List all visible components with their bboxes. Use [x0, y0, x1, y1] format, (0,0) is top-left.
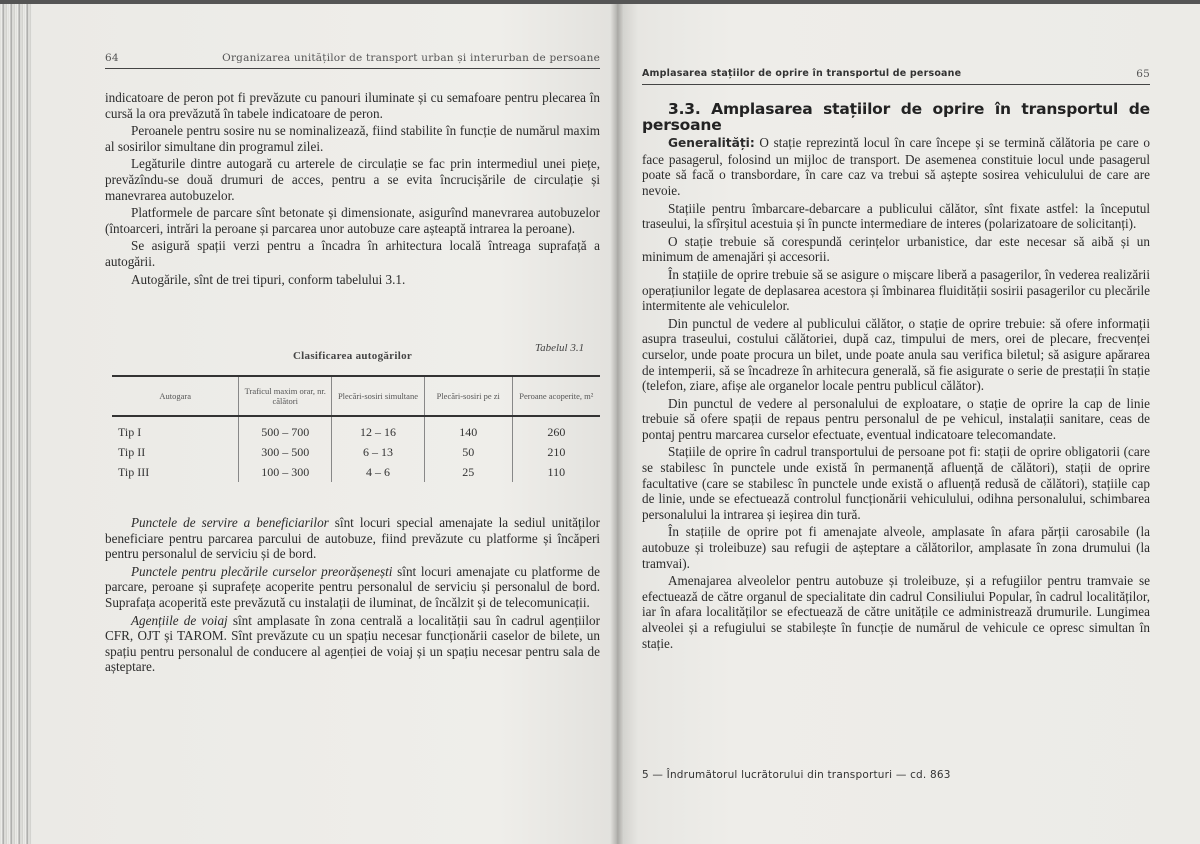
table-title: Clasificarea autogărilor — [292, 350, 413, 362]
right-running-head — [642, 68, 1150, 85]
paragraph-text: O stație reprezintă locul în care începe și se termină călătoria pe care o face pasagerul, folosind un mijloc de transport. De asemenea constituie locul unde pasagerul poate să facă o transbordare, în care caz va trebui să aștepte sosirea vehiculului de care are nevoie. — [642, 135, 1150, 198]
table-row — [112, 462, 600, 482]
table-cell: 25 — [424, 462, 512, 482]
paragraph-text: sînt locuri amenajate cu platforme de parcare, peroane și suprafețe acoperite pentru personalul de serviciu și personalul de bord. Suprafața acoperită este prevăzută cu instalații de iluminat, de încălzit și de telecomunicații. — [105, 563, 601, 610]
paragraph: În stațiile de oprire pot fi amenajate alveole, amplasate în afara părții carosabile (la autobuze și troleibuze) sau refugii de așteptare a călătorilor, amplasate în zona drumului (la tramvai). — [642, 524, 1150, 571]
table-cell: 300 – 500 — [239, 442, 332, 462]
classification-table — [112, 375, 600, 482]
left-running-head — [105, 52, 600, 69]
table-cell: 12 – 16 — [332, 416, 425, 442]
paragraph-text: sînt amplasate în zona centrală a localității sau în cadrul agențiilor CFR, OJT și TAROM. Sînt prevăzute cu un spațiu necesar funcționării caselor de bilete, un spațiu pentru personalul de conducere al agenției de voiaj și un spațiu necesar pentru sala de așteptare. — [105, 612, 600, 675]
paragraph — [105, 515, 600, 562]
table-cell: 110 — [512, 462, 600, 482]
left-body-top — [105, 90, 600, 289]
paragraph: Stațiile de oprire în cadrul transportului de persoane pot fi: stații de oprire obligatorii (care se stabilesc în punctele unde există în permanență afluență de călători), stații de oprire facultative (care se stabilesc în punctele unde există o afluență redusă de călători), stațiile cap de linie, unde se efectuează controlul funcționării vehiculului, odihna personalului, schimbarea personalului la intrarea și ieșirea din tură. — [642, 444, 1150, 522]
table-cell: 50 — [424, 442, 512, 462]
paragraph — [105, 564, 600, 611]
right-page-number: 65 — [1136, 68, 1150, 80]
col-header: Plecări-sosiri simultane — [332, 376, 425, 416]
table-cell: 100 – 300 — [239, 462, 332, 482]
table-header-row — [112, 376, 600, 416]
paragraph: Peroanele pentru sosire nu se nominalizează, fiind stabilite în funcție de numărul maxim al sosirilor simultane din programul zilei. — [105, 123, 600, 154]
lead-bold: Generalități: — [668, 136, 755, 151]
section-title: 3.3. Amplasarea stațiilor de oprire în transportul de persoane — [642, 100, 1150, 134]
col-header: Peroane acoperite, m² — [512, 376, 600, 416]
right-running-title: Amplasarea stațiilor de oprire în transportul de persoane — [642, 68, 962, 79]
paragraph — [642, 135, 1150, 198]
left-body-bottom — [105, 515, 600, 677]
table-cell: 500 – 700 — [239, 416, 332, 442]
paragraph: Din punctul de vedere al personalului de exploatare, o stație de oprire la cap de linie trebuie să ofere spații de repaus pentru personalul de pe vehicul, instalații sanitare, ceas de pontaj pentru marcarea curselor efectuate, eventual indicatoare telecomandate. — [642, 395, 1150, 442]
paragraph: Amenajarea alveolelor pentru autobuze și troleibuze, și a refugiilor pentru tramvaie se efectuează de către organul de specialitate din cadrul Consiliului Popular, în cadrul localităților, iar în afara localităților se efectuează de către unitățile ce administrează drumurile. Lungimea alveolei și a refugiului se stabilește în funcție de numărul de vehicule ce opresc simultan în stație. — [642, 573, 1150, 651]
page-footer: 5 — Îndrumătorul lucrătorului din transporturi — cd. 863 — [642, 769, 951, 781]
paragraph: indicatoare de peron pot fi prevăzute cu panouri iluminate și cu semafoare pentru plecarea în cursă la ora prevăzută în tabele indicatoare de peron. — [105, 90, 600, 121]
left-running-title: Organizarea unităților de transport urban și interurban de persoane — [222, 52, 600, 64]
paragraph-text: sînt locuri special amenajate la sediul unităților beneficiare pentru parcarea parcului de autobuze, fiind prevăzute cu platforme și încăperi pentru personalul de serviciu și de bord. — [105, 515, 600, 562]
paragraph: O stație trebuie să corespundă cerințelor urbanistice, dar este necesar să aibă și un minimum de amenajări și accesorii. — [642, 233, 1150, 265]
table-cell: 260 — [512, 416, 600, 442]
right-body — [642, 102, 1150, 653]
col-header: Plecări-sosiri pe zi — [424, 376, 512, 416]
italic-term: Punctele pentru plecările curselor preorășenești — [131, 563, 393, 579]
left-page-number: 64 — [105, 52, 119, 64]
table-cell: 140 — [424, 416, 512, 442]
table-cell: 4 – 6 — [332, 462, 425, 482]
table-cell: Tip I — [118, 425, 142, 439]
col-header: Autogara — [112, 376, 239, 416]
col-header: Traficul maxim orar, nr. călători — [239, 376, 332, 416]
paragraph: Legăturile dintre autogară cu arterele de circulație se fac prin intermediul unei piețe, prevăzîndu-se două drumuri de acces, pentru a se evita încrucișările de circulație și manevrarea autobuzelor. — [105, 156, 600, 203]
paragraph: Se asigură spații verzi pentru a încadra în arhitectura locală întreaga suprafață a autogării. — [105, 238, 600, 269]
paragraph: Din punctul de vedere al publicului călător, o stație de oprire trebuie: să ofere informații asupra traseului, costului călătoriei, după caz, timpului de mers, orei de plecare, frecvenței curselor, unde poate procura un bilet, unde poate anula sau verifica biletul; să asigure apărarea de intemperii, să se încadreze în arhitecura generală, să fie asigurate o serie de prestații în stație (telefon, ziare, afișe ale organelor locale pentru publicul călător). — [642, 315, 1150, 394]
book-page-edges — [0, 4, 32, 844]
paragraph: În stațiile de oprire trebuie să se asigure o mișcare liberă a pasagerilor, în vederea realizării operațiunilor legate de deplasarea acestora și îmbinarea fluidității sosirii pasagerilor cu plecările intermitente ale vehiculelor. — [642, 266, 1150, 314]
book-gutter — [610, 4, 624, 844]
table-cell: 6 – 13 — [332, 442, 425, 462]
table-row — [112, 416, 600, 442]
table-cell: 210 — [512, 442, 600, 462]
paragraph: Stațiile pentru îmbarcare-debarcare a publicului călător, sînt fixate astfel: la începutul traseului, la sfîrșitul acestuia și în puncte intermediare de interes (polarizatoare de solicitanți). — [642, 200, 1150, 232]
table-label: Tabelul 3.1 — [535, 342, 585, 354]
paragraph: Platformele de parcare sînt betonate și dimensionate, asigurînd manevrarea autobuzelor (întoarceri, intrări la peroane și parcarea unor autobuze care așteaptă intrarea la peroane). — [105, 205, 600, 236]
paragraph: Autogările, sînt de trei tipuri, conform tabelului 3.1. — [131, 271, 406, 287]
paragraph — [105, 613, 600, 675]
italic-term: Punctele de servire a beneficiarilor — [131, 515, 329, 530]
table-cell: Tip III — [118, 464, 150, 479]
table-row — [112, 442, 600, 462]
italic-term: Agențiile de voiaj — [131, 612, 228, 628]
table-cell: Tip II — [118, 444, 146, 459]
